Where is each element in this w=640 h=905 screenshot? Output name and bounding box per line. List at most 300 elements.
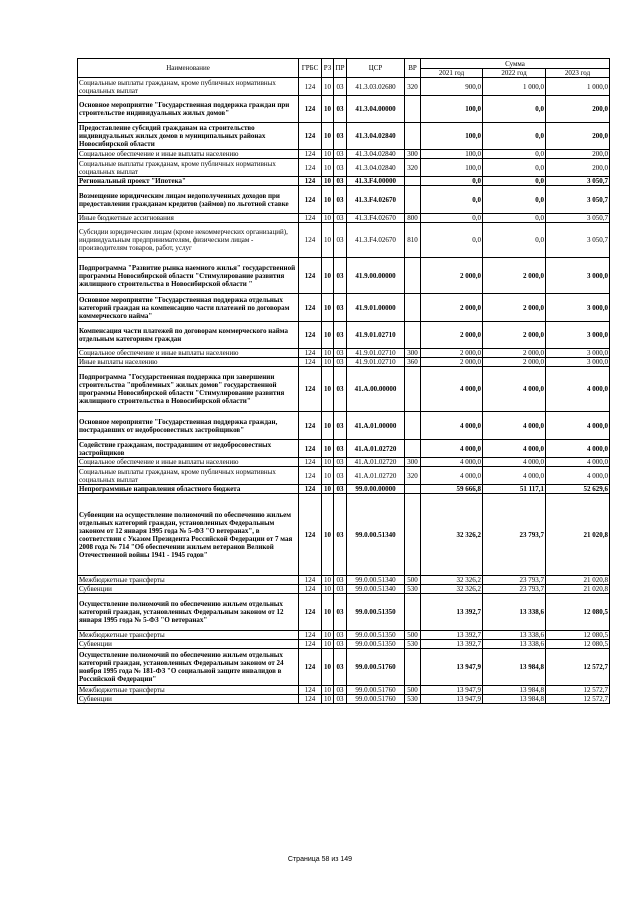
row-grbs: 124 xyxy=(299,494,322,576)
row-grbs: 124 xyxy=(299,686,322,695)
row-csr: 41.3.03.02680 xyxy=(347,78,405,96)
header-year-2023: 2023 год xyxy=(546,69,610,78)
row-vr: 320 xyxy=(405,467,421,485)
table-row xyxy=(78,78,610,96)
row-name: Межбюджетные трансферты xyxy=(78,686,299,695)
table-header xyxy=(78,59,610,78)
row-name: Подпрограмма "Развитие рынка наемного жилья" государственной программы Новосибирской области "Стимулирование развития жилищного строительства в Новосибирской области " xyxy=(78,258,299,294)
row-value-2021: 2 000,0 xyxy=(421,349,483,358)
row-value-2022: 4 000,0 xyxy=(483,412,546,440)
row-value-2023: 12 080,5 xyxy=(546,594,610,631)
row-rz: 10 xyxy=(322,640,334,649)
row-name: Социальное обеспечение и иные выплаты населению xyxy=(78,458,299,467)
row-value-2021: 59 666,8 xyxy=(421,485,483,494)
row-pr: 03 xyxy=(334,358,347,367)
row-pr: 03 xyxy=(334,412,347,440)
row-grbs: 124 xyxy=(299,640,322,649)
table-row xyxy=(78,159,610,177)
row-vr xyxy=(405,440,421,458)
row-vr: 300 xyxy=(405,349,421,358)
table-row xyxy=(78,367,610,412)
row-vr: 300 xyxy=(405,150,421,159)
row-value-2021: 4 000,0 xyxy=(421,467,483,485)
row-grbs: 124 xyxy=(299,159,322,177)
row-value-2021: 0,0 xyxy=(421,186,483,214)
row-name: Компенсация части платежей по договорам коммерческого найма отдельным категориям граждан xyxy=(78,322,299,349)
row-name: Иные бюджетные ассигнования xyxy=(78,214,299,223)
header-year-2021: 2021 год xyxy=(421,69,483,78)
row-csr: 99.0.00.51340 xyxy=(347,576,405,585)
row-csr: 41.9.01.00000 xyxy=(347,294,405,322)
row-vr: 530 xyxy=(405,585,421,594)
row-vr: 300 xyxy=(405,458,421,467)
row-vr: 500 xyxy=(405,631,421,640)
row-grbs: 124 xyxy=(299,485,322,494)
row-rz: 10 xyxy=(322,258,334,294)
row-vr xyxy=(405,412,421,440)
table-row xyxy=(78,576,610,585)
row-grbs: 124 xyxy=(299,585,322,594)
row-csr: 41.9.01.02710 xyxy=(347,349,405,358)
row-name: Социальные выплаты гражданам, кроме публичных нормативных социальных выплат xyxy=(78,467,299,485)
table-row xyxy=(78,349,610,358)
row-pr: 03 xyxy=(334,186,347,214)
row-name: Социальное обеспечение и иные выплаты населению xyxy=(78,150,299,159)
row-vr: 500 xyxy=(405,576,421,585)
row-pr: 03 xyxy=(334,367,347,412)
row-value-2023: 4 000,0 xyxy=(546,467,610,485)
row-value-2023: 3 000,0 xyxy=(546,258,610,294)
row-pr: 03 xyxy=(334,150,347,159)
table-row xyxy=(78,294,610,322)
row-rz: 10 xyxy=(322,631,334,640)
header-vr: ВР xyxy=(405,59,421,78)
row-csr: 41.9.01.02710 xyxy=(347,358,405,367)
row-value-2022: 0,0 xyxy=(483,96,546,123)
row-csr: 41.9.00.00000 xyxy=(347,258,405,294)
row-value-2022: 4 000,0 xyxy=(483,440,546,458)
row-pr: 03 xyxy=(334,649,347,686)
table-row xyxy=(78,686,610,695)
row-rz: 10 xyxy=(322,467,334,485)
row-name: Субвенции xyxy=(78,695,299,704)
row-csr: 41.A.01.02720 xyxy=(347,467,405,485)
table-row xyxy=(78,214,610,223)
row-pr: 03 xyxy=(334,640,347,649)
row-value-2023: 4 000,0 xyxy=(546,367,610,412)
row-rz: 10 xyxy=(322,214,334,223)
budget-table xyxy=(77,58,610,704)
row-grbs: 124 xyxy=(299,214,322,223)
row-vr xyxy=(405,494,421,576)
row-value-2021: 4 000,0 xyxy=(421,367,483,412)
row-pr: 03 xyxy=(334,123,347,150)
row-value-2023: 200,0 xyxy=(546,150,610,159)
row-vr: 320 xyxy=(405,159,421,177)
row-name: Осуществление полномочий по обеспечению жильем отдельных категорий граждан, установленных Федеральным законом от 24 ноября 1995 года № 181-ФЗ "О социальной защите инвалидов в Российской Федерации" xyxy=(78,649,299,686)
row-value-2022: 2 000,0 xyxy=(483,349,546,358)
row-csr: 99.0.00.51350 xyxy=(347,594,405,631)
row-name: Основное мероприятие "Государственная поддержка граждан при строительстве индивидуальных жилых домов" xyxy=(78,96,299,123)
row-value-2022: 2 000,0 xyxy=(483,258,546,294)
row-grbs: 124 xyxy=(299,631,322,640)
row-grbs: 124 xyxy=(299,349,322,358)
row-value-2021: 100,0 xyxy=(421,159,483,177)
header-grbs: ГРБС xyxy=(299,59,322,78)
row-value-2021: 2 000,0 xyxy=(421,258,483,294)
row-vr: 810 xyxy=(405,223,421,258)
row-vr: 500 xyxy=(405,686,421,695)
row-value-2023: 4 000,0 xyxy=(546,412,610,440)
row-grbs: 124 xyxy=(299,150,322,159)
table-row xyxy=(78,594,610,631)
row-grbs: 124 xyxy=(299,440,322,458)
row-csr: 41.9.01.02710 xyxy=(347,322,405,349)
row-value-2021: 2 000,0 xyxy=(421,322,483,349)
row-vr xyxy=(405,294,421,322)
row-value-2022: 0,0 xyxy=(483,177,546,186)
row-value-2023: 12 080,5 xyxy=(546,640,610,649)
header-csr: ЦСР xyxy=(347,59,405,78)
row-value-2023: 52 629,6 xyxy=(546,485,610,494)
row-csr: 41.3.F4.02670 xyxy=(347,223,405,258)
row-vr: 360 xyxy=(405,358,421,367)
table-row xyxy=(78,258,610,294)
row-name: Субвенции на осуществление полномочий по обеспечению жильем отдельных категорий граждан, установленных Федеральным законом от 12 января 1995 года № 5-ФЗ "О ветеранах", в соответствии с Указом Президента Российской Федерации от 7 мая 2008 года № 714 "Об обеспечении жильем ветеранов Великой Отечественной войны 1941 - 1945 годов" xyxy=(78,494,299,576)
table-row xyxy=(78,485,610,494)
row-name: Межбюджетные трансферты xyxy=(78,631,299,640)
row-name: Субвенции xyxy=(78,640,299,649)
row-pr: 03 xyxy=(334,78,347,96)
row-csr: 41.3.F4.02670 xyxy=(347,214,405,223)
row-grbs: 124 xyxy=(299,576,322,585)
page-number: Страница 58 из 149 xyxy=(287,856,353,863)
row-rz: 10 xyxy=(322,594,334,631)
row-value-2023: 21 020,8 xyxy=(546,576,610,585)
row-value-2021: 0,0 xyxy=(421,214,483,223)
row-vr xyxy=(405,594,421,631)
row-name: Субвенции xyxy=(78,585,299,594)
row-value-2022: 13 338,6 xyxy=(483,640,546,649)
row-grbs: 124 xyxy=(299,695,322,704)
row-rz: 10 xyxy=(322,159,334,177)
row-pr: 03 xyxy=(334,485,347,494)
row-value-2023: 12 080,5 xyxy=(546,631,610,640)
table-row xyxy=(78,150,610,159)
row-name: Основное мероприятие "Государственная поддержка отдельных категорий граждан на компенсацию части платежей по договорам коммерческого найма" xyxy=(78,294,299,322)
row-value-2022: 0,0 xyxy=(483,150,546,159)
table-row xyxy=(78,223,610,258)
row-value-2023: 3 050,7 xyxy=(546,177,610,186)
row-pr: 03 xyxy=(334,494,347,576)
table-row xyxy=(78,585,610,594)
row-csr: 99.0.00.51350 xyxy=(347,631,405,640)
row-name: Возмещение юридическим лицам недополученных доходов при предоставлении гражданам кредитов (займов) по льготной ставке xyxy=(78,186,299,214)
row-name: Предоставление субсидий гражданам на строительство индивидуальных жилых домов в муниципальных районах Новосибирской области xyxy=(78,123,299,150)
row-pr: 03 xyxy=(334,294,347,322)
row-value-2023: 3 000,0 xyxy=(546,349,610,358)
row-grbs: 124 xyxy=(299,458,322,467)
row-rz: 10 xyxy=(322,150,334,159)
row-rz: 10 xyxy=(322,123,334,150)
table-row xyxy=(78,322,610,349)
row-value-2022: 0,0 xyxy=(483,123,546,150)
row-value-2023: 200,0 xyxy=(546,159,610,177)
row-pr: 03 xyxy=(334,96,347,123)
row-value-2023: 3 000,0 xyxy=(546,358,610,367)
row-name: Субсидии юридическим лицам (кроме некоммерческих организаций), индивидуальным предпринимателям, физическим лицам - производителям товаров, работ, услуг xyxy=(78,223,299,258)
row-value-2021: 32 326,2 xyxy=(421,494,483,576)
row-name: Непрограммные направления областного бюджета xyxy=(78,485,299,494)
row-pr: 03 xyxy=(334,686,347,695)
row-rz: 10 xyxy=(322,686,334,695)
row-vr: 320 xyxy=(405,78,421,96)
row-csr: 41.A.01.00000 xyxy=(347,412,405,440)
row-value-2021: 2 000,0 xyxy=(421,294,483,322)
row-pr: 03 xyxy=(334,458,347,467)
row-value-2021: 100,0 xyxy=(421,150,483,159)
table-row xyxy=(78,649,610,686)
row-rz: 10 xyxy=(322,78,334,96)
row-vr xyxy=(405,186,421,214)
row-vr: 530 xyxy=(405,640,421,649)
row-value-2022: 4 000,0 xyxy=(483,467,546,485)
row-grbs: 124 xyxy=(299,358,322,367)
row-name: Региональный проект "Ипотека" xyxy=(78,177,299,186)
row-csr: 99.0.00.51350 xyxy=(347,640,405,649)
row-csr: 99.0.00.00000 xyxy=(347,485,405,494)
table-row xyxy=(78,640,610,649)
table-row xyxy=(78,186,610,214)
row-pr: 03 xyxy=(334,631,347,640)
row-name: Основное мероприятие "Государственная поддержка граждан, пострадавших от недобросовестных застройщиков" xyxy=(78,412,299,440)
row-value-2022: 23 793,7 xyxy=(483,585,546,594)
row-name: Социальное обеспечение и иные выплаты населению xyxy=(78,349,299,358)
row-pr: 03 xyxy=(334,467,347,485)
row-grbs: 124 xyxy=(299,322,322,349)
row-name: Социальные выплаты гражданам, кроме публичных нормативных социальных выплат xyxy=(78,159,299,177)
row-value-2021: 32 326,2 xyxy=(421,576,483,585)
table-row xyxy=(78,494,610,576)
row-value-2022: 0,0 xyxy=(483,159,546,177)
row-value-2022: 13 338,6 xyxy=(483,594,546,631)
header-sum: Сумма xyxy=(421,59,610,69)
row-pr: 03 xyxy=(334,322,347,349)
row-rz: 10 xyxy=(322,485,334,494)
row-rz: 10 xyxy=(322,494,334,576)
row-rz: 10 xyxy=(322,349,334,358)
row-value-2021: 13 392,7 xyxy=(421,640,483,649)
row-vr xyxy=(405,367,421,412)
row-rz: 10 xyxy=(322,177,334,186)
row-value-2023: 200,0 xyxy=(546,123,610,150)
row-csr: 99.0.00.51760 xyxy=(347,649,405,686)
row-value-2021: 100,0 xyxy=(421,96,483,123)
row-value-2022: 13 984,8 xyxy=(483,695,546,704)
row-grbs: 124 xyxy=(299,223,322,258)
row-grbs: 124 xyxy=(299,96,322,123)
row-rz: 10 xyxy=(322,367,334,412)
row-grbs: 124 xyxy=(299,258,322,294)
row-rz: 10 xyxy=(322,223,334,258)
row-value-2023: 3 050,7 xyxy=(546,214,610,223)
row-value-2023: 1 000,0 xyxy=(546,78,610,96)
row-vr xyxy=(405,177,421,186)
row-grbs: 124 xyxy=(299,412,322,440)
row-value-2021: 13 392,7 xyxy=(421,594,483,631)
row-value-2021: 0,0 xyxy=(421,177,483,186)
row-value-2021: 4 000,0 xyxy=(421,412,483,440)
row-value-2023: 3 050,7 xyxy=(546,223,610,258)
table-row xyxy=(78,458,610,467)
row-vr xyxy=(405,258,421,294)
row-pr: 03 xyxy=(334,159,347,177)
row-csr: 41.3.04.02840 xyxy=(347,150,405,159)
row-value-2021: 4 000,0 xyxy=(421,440,483,458)
table-row xyxy=(78,467,610,485)
row-grbs: 124 xyxy=(299,78,322,96)
row-grbs: 124 xyxy=(299,367,322,412)
row-value-2022: 0,0 xyxy=(483,214,546,223)
row-rz: 10 xyxy=(322,695,334,704)
row-pr: 03 xyxy=(334,258,347,294)
row-pr: 03 xyxy=(334,695,347,704)
row-value-2021: 13 392,7 xyxy=(421,631,483,640)
row-value-2023: 21 020,8 xyxy=(546,585,610,594)
row-csr: 41.3.F4.00000 xyxy=(347,177,405,186)
row-name: Иные выплаты населению xyxy=(78,358,299,367)
row-name: Содействие гражданам, пострадавшим от недобросовестных застройщиков xyxy=(78,440,299,458)
row-value-2022: 0,0 xyxy=(483,223,546,258)
header-pr: ПР xyxy=(334,59,347,78)
row-value-2023: 200,0 xyxy=(546,96,610,123)
row-value-2022: 4 000,0 xyxy=(483,458,546,467)
row-value-2023: 3 000,0 xyxy=(546,294,610,322)
row-rz: 10 xyxy=(322,576,334,585)
row-rz: 10 xyxy=(322,440,334,458)
row-vr xyxy=(405,96,421,123)
row-csr: 99.0.00.51340 xyxy=(347,494,405,576)
row-value-2022: 51 117,1 xyxy=(483,485,546,494)
row-name: Осуществление полномочий по обеспечению жильем отдельных категорий граждан, установленных Федеральным законом от 12 января 1995 года № 5-ФЗ "О ветеранах" xyxy=(78,594,299,631)
row-grbs: 124 xyxy=(299,177,322,186)
row-value-2022: 13 338,6 xyxy=(483,631,546,640)
row-vr xyxy=(405,485,421,494)
row-value-2023: 4 000,0 xyxy=(546,458,610,467)
row-value-2023: 4 000,0 xyxy=(546,440,610,458)
row-pr: 03 xyxy=(334,576,347,585)
row-value-2023: 12 572,7 xyxy=(546,649,610,686)
row-grbs: 124 xyxy=(299,649,322,686)
row-value-2022: 4 000,0 xyxy=(483,367,546,412)
row-pr: 03 xyxy=(334,440,347,458)
row-vr: 800 xyxy=(405,214,421,223)
row-csr: 99.0.00.51760 xyxy=(347,686,405,695)
row-value-2021: 13 947,9 xyxy=(421,686,483,695)
row-csr: 41.3.04.02840 xyxy=(347,159,405,177)
row-vr xyxy=(405,123,421,150)
table-row xyxy=(78,177,610,186)
row-rz: 10 xyxy=(322,649,334,686)
table-body xyxy=(78,78,610,704)
row-csr: 99.0.00.51760 xyxy=(347,695,405,704)
header-rz: РЗ xyxy=(322,59,334,78)
row-value-2022: 2 000,0 xyxy=(483,294,546,322)
row-value-2021: 100,0 xyxy=(421,123,483,150)
row-vr xyxy=(405,649,421,686)
row-csr: 41.3.F4.02670 xyxy=(347,186,405,214)
row-rz: 10 xyxy=(322,322,334,349)
row-value-2022: 0,0 xyxy=(483,186,546,214)
row-value-2021: 13 947,9 xyxy=(421,649,483,686)
row-value-2021: 0,0 xyxy=(421,223,483,258)
row-value-2022: 23 793,7 xyxy=(483,494,546,576)
row-rz: 10 xyxy=(322,96,334,123)
row-value-2023: 12 572,7 xyxy=(546,686,610,695)
row-rz: 10 xyxy=(322,585,334,594)
table-row xyxy=(78,412,610,440)
row-value-2022: 13 984,8 xyxy=(483,649,546,686)
row-value-2022: 1 000,0 xyxy=(483,78,546,96)
row-pr: 03 xyxy=(334,177,347,186)
table-row xyxy=(78,358,610,367)
row-value-2022: 23 793,7 xyxy=(483,576,546,585)
row-csr: 41.A.00.00000 xyxy=(347,367,405,412)
row-pr: 03 xyxy=(334,594,347,631)
row-grbs: 124 xyxy=(299,594,322,631)
row-name: Подпрограмма "Государственная поддержка при завершении строительства "проблемных" жилых домов" государственной программы Новосибирской области "Стимулирование развития жилищного строительства в Новосибирской области" xyxy=(78,367,299,412)
row-value-2022: 13 984,8 xyxy=(483,686,546,695)
row-pr: 03 xyxy=(334,214,347,223)
row-value-2021: 32 326,2 xyxy=(421,585,483,594)
row-pr: 03 xyxy=(334,585,347,594)
table-row xyxy=(78,631,610,640)
row-rz: 10 xyxy=(322,294,334,322)
table-row xyxy=(78,440,610,458)
row-value-2022: 2 000,0 xyxy=(483,322,546,349)
table-row xyxy=(78,123,610,150)
row-csr: 99.0.00.51340 xyxy=(347,585,405,594)
row-grbs: 124 xyxy=(299,123,322,150)
table-row xyxy=(78,695,610,704)
row-rz: 10 xyxy=(322,358,334,367)
row-value-2023: 3 050,7 xyxy=(546,186,610,214)
row-value-2021: 2 000,0 xyxy=(421,358,483,367)
row-rz: 10 xyxy=(322,412,334,440)
row-pr: 03 xyxy=(334,349,347,358)
row-value-2021: 13 947,9 xyxy=(421,695,483,704)
row-csr: 41.A.01.02720 xyxy=(347,440,405,458)
row-value-2021: 900,0 xyxy=(421,78,483,96)
row-csr: 41.A.01.02720 xyxy=(347,458,405,467)
row-csr: 41.3.04.00000 xyxy=(347,96,405,123)
row-grbs: 124 xyxy=(299,467,322,485)
row-csr: 41.3.04.02840 xyxy=(347,123,405,150)
row-grbs: 124 xyxy=(299,186,322,214)
row-value-2023: 12 572,7 xyxy=(546,695,610,704)
row-pr: 03 xyxy=(334,223,347,258)
header-year-2022: 2022 год xyxy=(483,69,546,78)
row-value-2021: 4 000,0 xyxy=(421,458,483,467)
row-grbs: 124 xyxy=(299,294,322,322)
table-row xyxy=(78,96,610,123)
row-name: Межбюджетные трансферты xyxy=(78,576,299,585)
row-rz: 10 xyxy=(322,186,334,214)
header-name: Наименование xyxy=(78,59,299,78)
row-value-2023: 21 020,8 xyxy=(546,494,610,576)
row-vr: 530 xyxy=(405,695,421,704)
row-rz: 10 xyxy=(322,458,334,467)
